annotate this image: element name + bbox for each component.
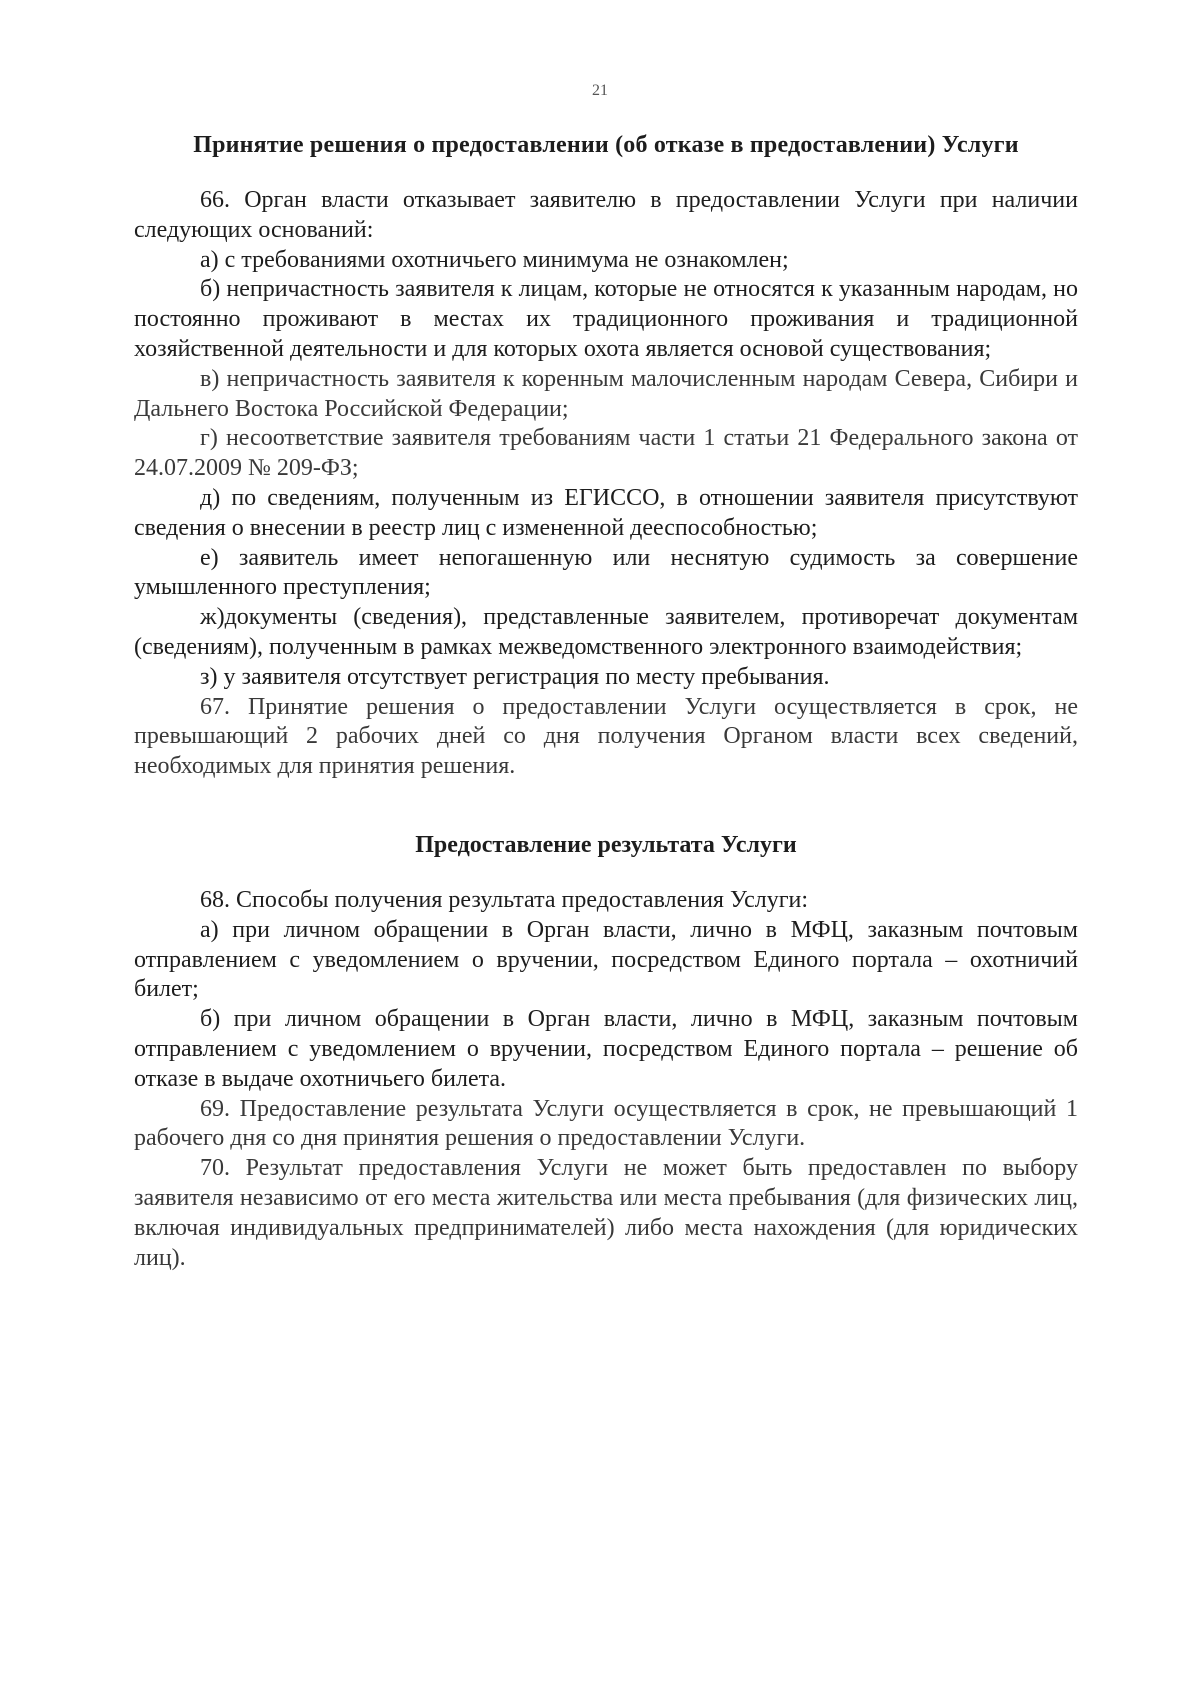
item-66-e: е) заявитель имеет непогашенную или неснятую судимость за совершение умышленного преступления; [134,544,1078,601]
document-body [134,130,1078,1273]
section-heading-decision: Принятие решения о предоставлении (об отказе в предоставлении) Услуги [193,132,1019,158]
paragraph-69: 69. Предоставление результата Услуги осуществляется в срок, не превышающий 1 рабочего дня со дня принятия решения о предоставлении Услуги. [134,1095,1078,1152]
section-result-body [134,886,1078,1273]
paragraph-67: 67. Принятие решения о предоставлении Услуги осуществляется в срок, не превышающий 2 рабочих дней со дня получения Органом власти всех сведений, необходимых для принятия решения. [134,693,1078,780]
item-68-a: а) при личном обращении в Орган власти, лично в МФЦ, заказным почтовым отправлением с уведомлением о вручении, посредством Единого портала – охотничий билет; [134,916,1078,1003]
paragraph-68: 68. Способы получения результата предоставления Услуги: [200,886,809,913]
item-66-a: а) с требованиями охотничьего минимума не ознакомлен; [200,246,789,273]
paragraph-66: 66. Орган власти отказывает заявителю в предоставлении Услуги при наличии следующих оснований: [134,187,1078,243]
item-66-z: з) у заявителя отсутствует регистрация по месту пребывания. [200,663,830,690]
item-68-b: б) при личном обращении в Орган власти, лично в МФЦ, заказным почтовым отправлением с уведомлением о вручении, посредством Единого портала – решение об отказе в выдаче охотничьего билета. [134,1006,1078,1092]
item-66-zh: ж)документы (сведения), представленные заявителем, противоречат документам (сведениям), полученным в рамках межведомственного электронного взаимодействия; [134,604,1078,660]
page-number: 21 [592,82,608,99]
item-66-g: г) несоответствие заявителя требованиям части 1 статьи 21 Федерального закона от 24.07.2009 № 209-ФЗ; [134,425,1078,482]
item-66-v: в) непричастность заявителя к коренным малочисленным народам Севера, Сибири и Дальнего Востока Российской Федерации; [134,365,1078,422]
item-66-d: д) по сведениям, полученным из ЕГИССО, в отношении заявителя присутствуют сведения о внесении в реестр лиц с измененной дееспособностью; [134,484,1078,541]
section-heading-result: Предоставление результата Услуги [415,831,797,858]
item-66-b: б) непричастность заявителя к лицам, которые не относятся к указанным народам, но постоянно проживают в местах их традиционного проживания и традиционной хозяйственной деятельности и для которых охота является основой существования; [134,276,1078,362]
paragraph-70: 70. Результат предоставления Услуги не может быть предоставлен по выбору заявителя независимо от его места жительства или места пребывания (для физических лиц, включая индивидуальных предпринимателей) либо места нахождения (для юридических лиц). [134,1155,1078,1271]
section-decision-body [134,186,1078,782]
